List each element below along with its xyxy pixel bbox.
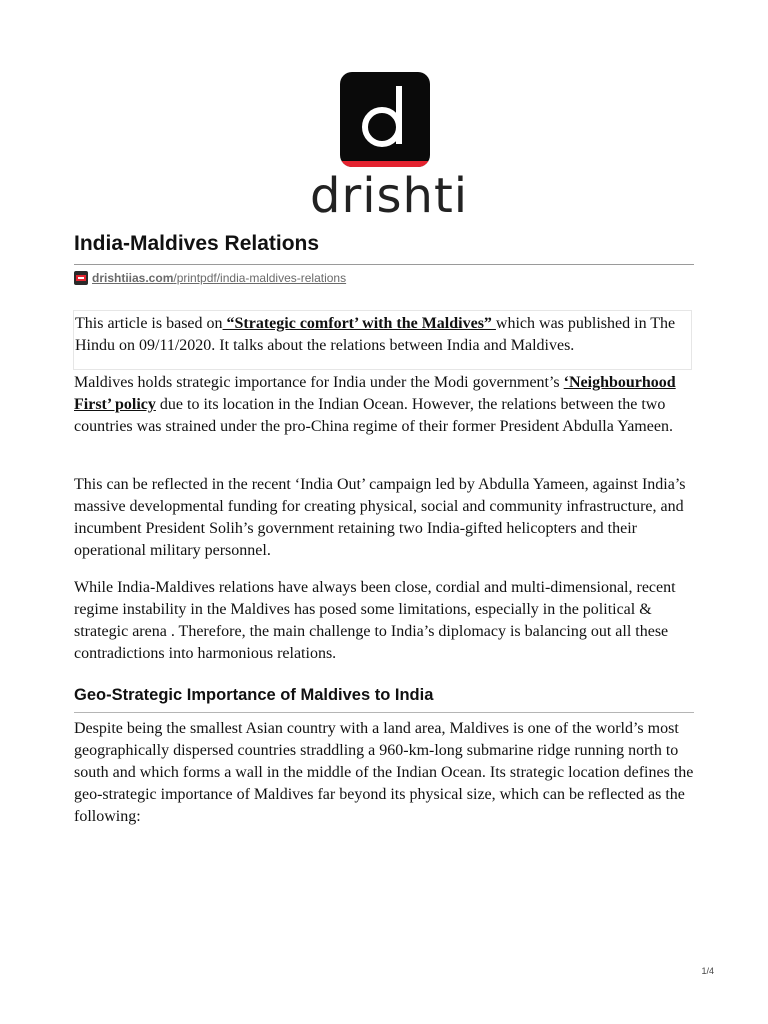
page-number: 1/4 <box>701 966 714 976</box>
intro-article-link[interactable]: “Strategic comfort’ with the Maldives” <box>222 315 496 332</box>
source-line <box>74 270 346 286</box>
intro-text-before: This article is based on <box>75 315 223 332</box>
drishti-favicon-icon <box>74 271 88 285</box>
section-heading: Geo-Strategic Importance of Maldives to India <box>74 686 434 704</box>
paragraph-4: Despite being the smallest Asian country with a land area, Maldives is one of the world’s most geographically dispersed countries straddling a 960-km-long submarine ridge running north to south and which forms a wall in the middle of the Indian Ocean. Its strategic location defines the geo-strategic importance of Maldives far beyond its physical size, which can be reflected as the following: <box>74 720 694 825</box>
intro-text-after: which was published in The Hindu on 09/11/2020. It talks about the relations between India and Maldives. <box>75 315 676 354</box>
section-divider <box>74 712 694 713</box>
source-path: /printpdf/india-maldives-relations <box>173 271 347 285</box>
neighbourhood-first-link[interactable]: ‘Neighbourhood First’ policy <box>74 374 676 413</box>
logo-accent-bar <box>340 161 430 167</box>
paragraph-3: While India-Maldives relations have always been close, cordial and multi-dimensional, recent regime instability in the Maldives has posed some limitations, especially in the political & strategic arena . Therefore, the main challenge to India’s diplomacy is balancing out all these contradictions into harmonious relations. <box>74 579 676 662</box>
paragraph-2: This can be reflected in the recent ‘India Out’ campaign led by Abdulla Yameen, against India’s massive developmental funding for creating physical, social and community infrastructure, and incumbent President Solih’s government retaining two India-gifted helicopters and their operational military personnel. <box>74 476 686 559</box>
logo-tile <box>340 72 430 167</box>
p1-text-before: Maldives holds strategic importance for India under the Modi government’s <box>74 374 564 391</box>
source-link[interactable] <box>92 271 346 285</box>
title-divider <box>74 264 694 265</box>
intro-box <box>73 310 692 370</box>
letter-d-icon <box>340 72 430 167</box>
p1-text-after: due to its location in the Indian Ocean. However, the relations between the two countries was strained under the pro-China regime of their former President Abdulla Yameen. <box>74 396 673 435</box>
logo-wordmark: drishti <box>310 168 469 224</box>
page-title: India-Maldives Relations <box>74 232 320 255</box>
source-domain: drishtiias.com <box>92 271 174 285</box>
paragraph-1 <box>74 372 704 438</box>
